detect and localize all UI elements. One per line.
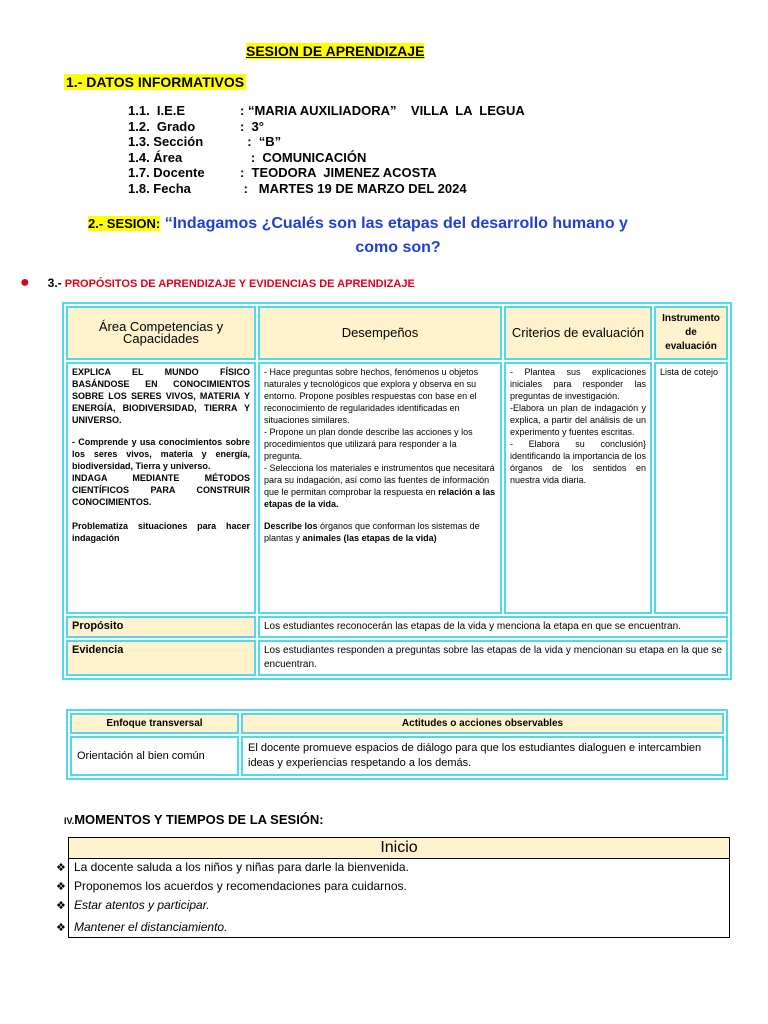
propositos-table bbox=[62, 302, 732, 680]
propositos-table-header bbox=[66, 306, 728, 360]
proposito-row bbox=[66, 616, 728, 638]
enfoque-table-header bbox=[70, 713, 724, 734]
criterios-cell: - Plantea sus explicaciones iniciales para responder las preguntas de investigación. -Elabora un plan de indagación y explica, a partir del análisis de un experimento y fuentes escritas. - Elabora su conclusión} identificando la importancia de los órganos de los sentidos en nuestra vida diaria. bbox=[504, 362, 652, 614]
competencia-text: EXPLICA EL MUNDO FÍSICO BASÁNDOSE EN CONOCIMIENTOS SOBRE LOS SERES VIVOS, MATERIA Y ENERGÍA, BIODIVERSIDAD, TIERRA Y UNIVERSO. bbox=[72, 367, 250, 425]
header-area: Área Competencias y Capacidades bbox=[66, 306, 256, 360]
info-row-iee: 1.1. I.E.E : “MARIA AUXILIADORA” VILLA LA LEGUA bbox=[128, 103, 525, 118]
info-row-grado: 1.2. Grado : 3° bbox=[128, 118, 264, 134]
inicio-item: ❖ La docente saluda a los niños y niñas para darle la bienvenida. bbox=[56, 860, 409, 874]
enfoque-table bbox=[66, 709, 728, 780]
section-datos-informativos: 1.- DATOS INFORMATIVOS bbox=[66, 74, 245, 90]
header-desempenos: Desempeños bbox=[258, 306, 502, 360]
competencia2-text: INDAGA MEDIANTE MÉTODOS CIENTÍFICOS PARA CONSTRUIR CONOCIMIENTOS. bbox=[72, 473, 250, 507]
desempeno-3: - Selecciona los materiales e instrumentos que necesitará para su indagación, así como las fuentes de información que le permitan comprobar la respuesta en relación a las etapas de la vida. bbox=[264, 463, 496, 509]
evidencia-label: Evidencia bbox=[66, 640, 256, 676]
session-question-line1: “Indagamos ¿Cualés son las etapas del desarrollo humano y bbox=[160, 215, 628, 232]
desempenos-cell bbox=[258, 362, 502, 614]
header-enfoque: Enfoque transversal bbox=[70, 713, 239, 734]
diamond-bullet-icon: ❖ bbox=[56, 900, 66, 912]
session-title bbox=[88, 212, 728, 260]
info-row-area: 1.4. Área : COMUNICACIÓN bbox=[128, 149, 367, 165]
info-row-docente: 1.7. Docente : TEODORA JIMENEZ ACOSTA bbox=[128, 165, 437, 180]
info-row-fecha: 1.8. Fecha : MARTES 19 DE MARZO DEL 2024 bbox=[128, 180, 467, 196]
actitudes-value: El docente promueve espacios de diálogo para que los estudiantes dialoguen e intercambien ideas y experiencias respetando a los demás. bbox=[241, 736, 724, 776]
inicio-item: ❖ Mantener el distanciamiento. bbox=[56, 920, 228, 934]
enfoque-value: Orientación al bien común bbox=[70, 736, 239, 776]
enfoque-table-row bbox=[70, 736, 724, 776]
session-label: 2.- SESION: bbox=[88, 216, 161, 231]
section-momentos: IV.MOMENTOS Y TIEMPOS DE LA SESIÓN: bbox=[64, 812, 324, 827]
header-criterios: Criterios de evaluación bbox=[504, 306, 652, 360]
diamond-bullet-icon: ❖ bbox=[56, 881, 66, 893]
instrumento-cell: Lista de cotejo bbox=[654, 362, 728, 614]
inicio-item: ❖ Proponemos los acuerdos y recomendaciones para cuidarnos. bbox=[56, 879, 407, 893]
propositos-table-row bbox=[66, 362, 728, 614]
inicio-item: ❖ Estar atentos y participar. bbox=[56, 898, 210, 912]
inicio-title: Inicio bbox=[69, 838, 729, 859]
bullet-dot-icon: ● bbox=[20, 274, 30, 291]
diamond-bullet-icon: ❖ bbox=[56, 922, 66, 934]
capacidad2-text: Problematiza situaciones para hacer indagación bbox=[72, 521, 250, 543]
evidencia-row bbox=[66, 640, 728, 676]
header-actitudes: Actitudes o acciones observables bbox=[241, 713, 724, 734]
proposito-label: Propósito bbox=[66, 616, 256, 638]
info-block bbox=[128, 103, 525, 196]
info-row-seccion: 1.3. Sección : “B” bbox=[128, 134, 282, 149]
proposito-text: Los estudiantes reconocerán las etapas de la vida y menciona la etapa en que se encuentran. bbox=[258, 616, 728, 638]
desempeno-4: Describe los órganos que conforman los sistemas de plantas y animales (las etapas de la vida) bbox=[264, 521, 480, 543]
desempeno-2: - Propone un plan donde describe las acciones y los procedimientos que utilizará para responder a la pregunta. bbox=[264, 427, 473, 461]
desempeno-1: - Hace preguntas sobre hechos, fenómenos u objetos naturales y tecnológicos que explora y observa en su entorno. Propone posibles respuestas con base en el reconocimiento de regularidades identificadas en situaciones similares. bbox=[264, 367, 479, 425]
capacidad-text: - Comprende y usa conocimientos sobre los seres vivos, materia y energía, biodiversidad, Tierra y universo. bbox=[72, 437, 250, 471]
diamond-bullet-icon: ❖ bbox=[56, 862, 66, 874]
document-title: SESION DE APRENDIZAJE bbox=[246, 43, 425, 59]
evidencia-text: Los estudiantes responden a preguntas sobre las etapas de la vida y mencionan su etapa en la que se encuentran. bbox=[258, 640, 728, 676]
session-question-line2: como son? bbox=[355, 239, 441, 256]
header-instrumento: Instrumento de evaluación bbox=[654, 306, 728, 360]
competencias-cell bbox=[66, 362, 256, 614]
section-propositos: ● 3.- PROPÓSITOS DE APRENDIZAJE Y EVIDENCIAS DE APRENDIZAJE bbox=[20, 274, 415, 291]
